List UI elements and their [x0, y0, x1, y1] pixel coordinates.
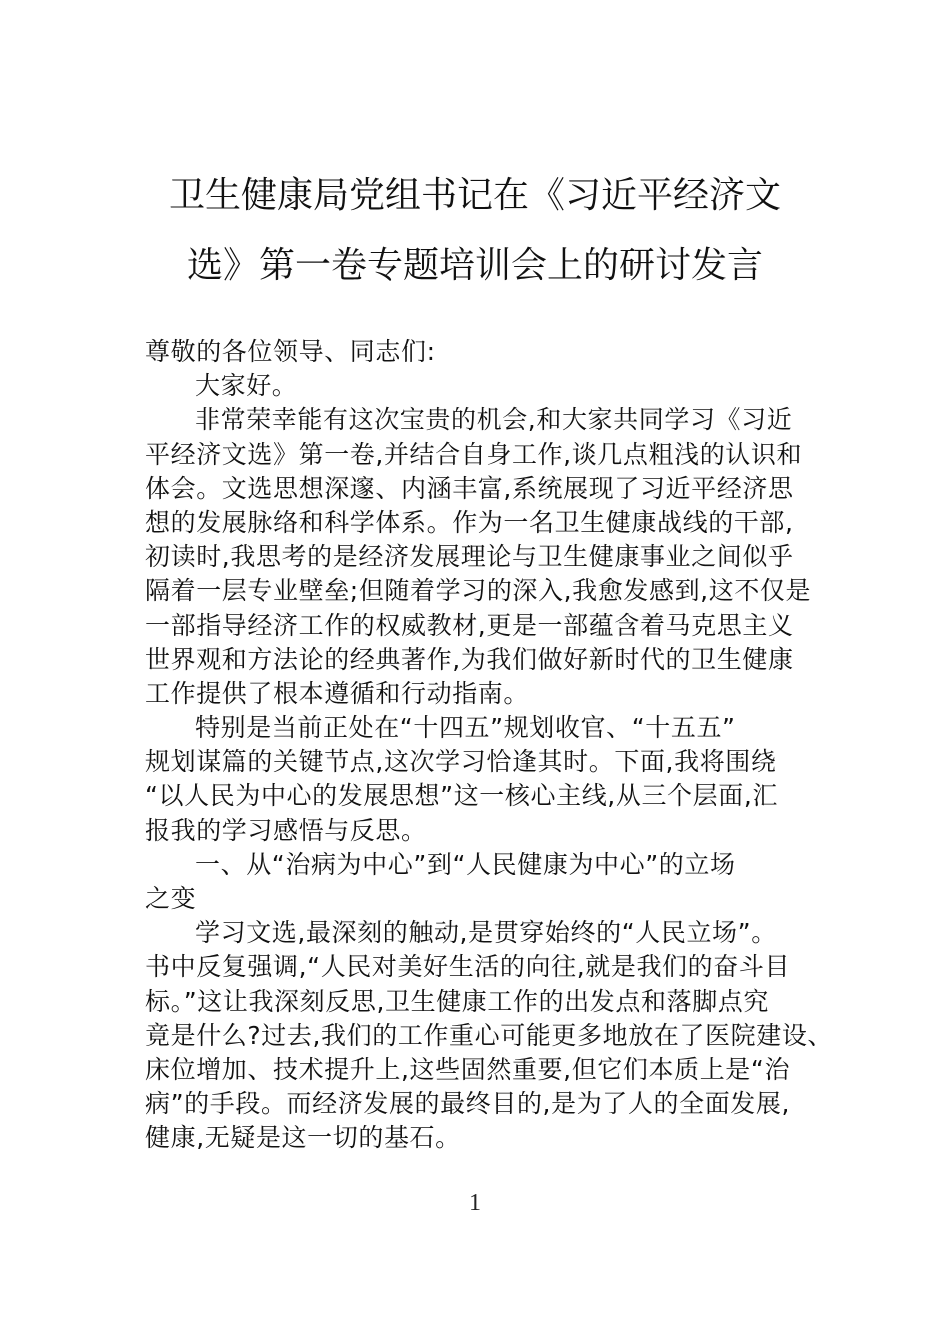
paragraph-line: 特别是当前正处在“十四五”规划收官、“十五五” — [195, 713, 736, 743]
paragraph-line: “以人民为中心的发展思想”这一核心主线,从三个层面,汇 — [145, 781, 778, 811]
paragraph-line: 病”的手段。而经济发展的最终目的,是为了人的全面发展, — [145, 1089, 791, 1119]
document-title-line-2: 选》第一卷专题培训会上的研讨发言 — [186, 245, 763, 286]
paragraph-line: 平经济文选》第一卷,并结合自身工作,谈几点粗浅的认识和 — [145, 439, 803, 469]
document-title-line-1: 卫生健康局党组书记在《习近平经济文 — [168, 175, 781, 216]
page-number: 1 — [469, 1190, 481, 1216]
section-heading-line: 一、从“治病为中心”到“人民健康为中心”的立场 — [195, 849, 736, 879]
paragraph-line: 学习文选,最深刻的触动,是贯穿始终的“人民立场”。 — [195, 918, 777, 948]
paragraph-line: 竟是什么?过去,我们的工作重心可能更多地放在了医院建设、 — [145, 1020, 834, 1050]
document-body — [145, 335, 834, 1156]
paragraph-line: 工作提供了根本遵循和行动指南。 — [145, 678, 530, 708]
paragraph-line: 非常荣幸能有这次宝贵的机会,和大家共同学习《习近 — [195, 405, 793, 435]
paragraph-line: 床位增加、技术提升上,这些固然重要,但它们本质上是“治 — [145, 1054, 791, 1084]
salutation: 尊敬的各位领导、同志们: — [145, 337, 436, 366]
paragraph-line: 健康,无疑是这一切的基石。 — [145, 1123, 461, 1153]
paragraph-line: 初读时,我思考的是经济发展理论与卫生健康事业之间似乎 — [145, 542, 794, 572]
paragraph-line: 标。”这让我深刻反思,卫生健康工作的出发点和落脚点究 — [145, 986, 770, 1016]
paragraph-line: 世界观和方法论的经典著作,为我们做好新时代的卫生健康 — [145, 644, 794, 674]
paragraph-line: 体会。文选思想深邃、内涵丰富,系统展现了习近平经济思 — [145, 473, 794, 503]
greeting: 大家好。 — [195, 371, 298, 401]
paragraph-line: 报我的学习感悟与反思。 — [145, 815, 427, 845]
paragraph-line: 一部指导经济工作的权威教材,更是一部蕴含着马克思主义 — [145, 610, 794, 640]
paragraph-line: 书中反复强调,“人民对美好生活的向往,就是我们的奋斗目 — [145, 952, 791, 982]
section-heading-line: 之变 — [145, 884, 197, 913]
paragraph-line: 规划谋篇的关键节点,这次学习恰逢其时。下面,我将围绕 — [145, 747, 777, 777]
paragraph-line: 隔着一层专业壁垒;但随着学习的深入,我愈发感到,这不仅是 — [145, 576, 812, 606]
paragraph-line: 想的发展脉络和科学体系。作为一名卫生健康战线的干部, — [145, 507, 794, 537]
